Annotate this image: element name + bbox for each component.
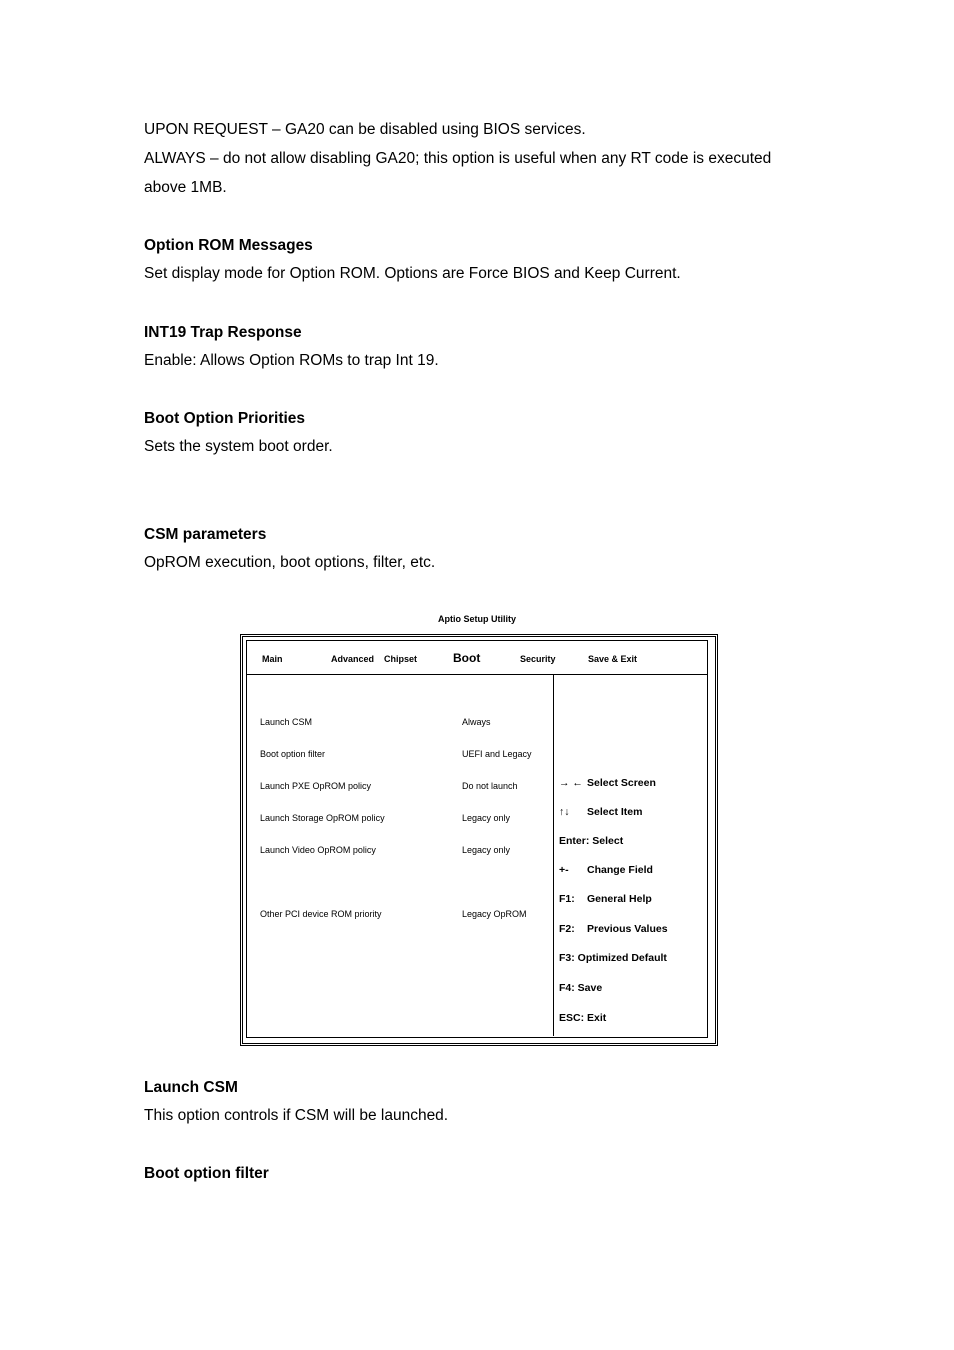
option-launch-storage-oprom[interactable]: Launch Storage OpROM policy <box>260 813 385 823</box>
help-enter-select: Enter: Select <box>559 835 624 847</box>
value-other-pci-rom-priority[interactable]: Legacy OpROM <box>462 909 527 919</box>
help-general-help: F1: General Help <box>559 893 652 905</box>
heading-boot-option-filter: Boot option filter <box>144 1165 269 1182</box>
help-select-item: ↑↓ Select Item <box>559 806 643 818</box>
heading-launch-csm: Launch CSM <box>144 1079 238 1096</box>
body-option-rom-messages: Set display mode for Option ROM. Options are Force BIOS and Keep Current. <box>144 265 681 282</box>
body-boot-option-priorities: Sets the system boot order. <box>144 438 333 455</box>
option-launch-csm[interactable]: Launch CSM <box>260 717 313 727</box>
option-launch-video-oprom[interactable]: Launch Video OpROM policy <box>260 845 376 855</box>
help-previous-values: F2: Previous Values <box>559 923 668 935</box>
heading-csm-parameters: CSM parameters <box>144 526 267 543</box>
tab-advanced[interactable]: Advanced <box>331 654 375 664</box>
bios-tabbar-separator <box>246 674 707 675</box>
bios-help-divider <box>553 674 554 1036</box>
value-boot-option-filter[interactable]: UEFI and Legacy <box>462 749 532 759</box>
option-boot-option-filter[interactable]: Boot option filter <box>260 749 326 759</box>
heading-int19-trap-response: INT19 Trap Response <box>144 324 302 341</box>
heading-boot-option-priorities: Boot Option Priorities <box>144 410 306 427</box>
tab-save-exit[interactable]: Save & Exit <box>588 654 638 664</box>
paragraph-above-1mb: above 1MB. <box>144 179 227 196</box>
help-esc-exit: ESC: Exit <box>559 1012 607 1024</box>
arrow-left-right-icon: → ← <box>559 777 583 789</box>
help-save: F4: Save <box>559 982 603 994</box>
tab-chipset[interactable]: Chipset <box>384 654 418 664</box>
paragraph-always: ALWAYS – do not allow disabling GA20; this option is useful when any RT code is executed <box>144 150 772 167</box>
arrow-up-down-icon: ↑↓ <box>559 806 570 818</box>
paragraph-upon-request: UPON REQUEST – GA20 can be disabled using BIOS services. <box>144 121 586 138</box>
option-other-pci-rom-priority[interactable]: Other PCI device ROM priority <box>260 909 382 919</box>
value-launch-csm[interactable]: Always <box>462 717 491 727</box>
body-int19-trap-response: Enable: Allows Option ROMs to trap Int 19. <box>144 352 439 369</box>
body-launch-csm: This option controls if CSM will be launched. <box>144 1107 449 1124</box>
help-change-field: +- Change Field <box>559 864 653 876</box>
help-optimized-default: F3: Optimized Default <box>559 952 667 964</box>
value-launch-video-oprom[interactable]: Legacy only <box>462 845 511 855</box>
tab-boot[interactable]: Boot <box>453 651 481 665</box>
bios-caption: Aptio Setup Utility <box>438 614 516 624</box>
help-select-screen: → ← Select Screen <box>559 777 656 789</box>
tab-main[interactable]: Main <box>262 654 283 664</box>
body-csm-parameters: OpROM execution, boot options, filter, etc. <box>144 554 436 571</box>
tab-security[interactable]: Security <box>520 654 556 664</box>
heading-option-rom-messages: Option ROM Messages <box>144 237 313 254</box>
value-launch-pxe-oprom[interactable]: Do not launch <box>462 781 518 791</box>
option-launch-pxe-oprom[interactable]: Launch PXE OpROM policy <box>260 781 372 791</box>
value-launch-storage-oprom[interactable]: Legacy only <box>462 813 511 823</box>
bios-screen <box>246 640 708 1038</box>
